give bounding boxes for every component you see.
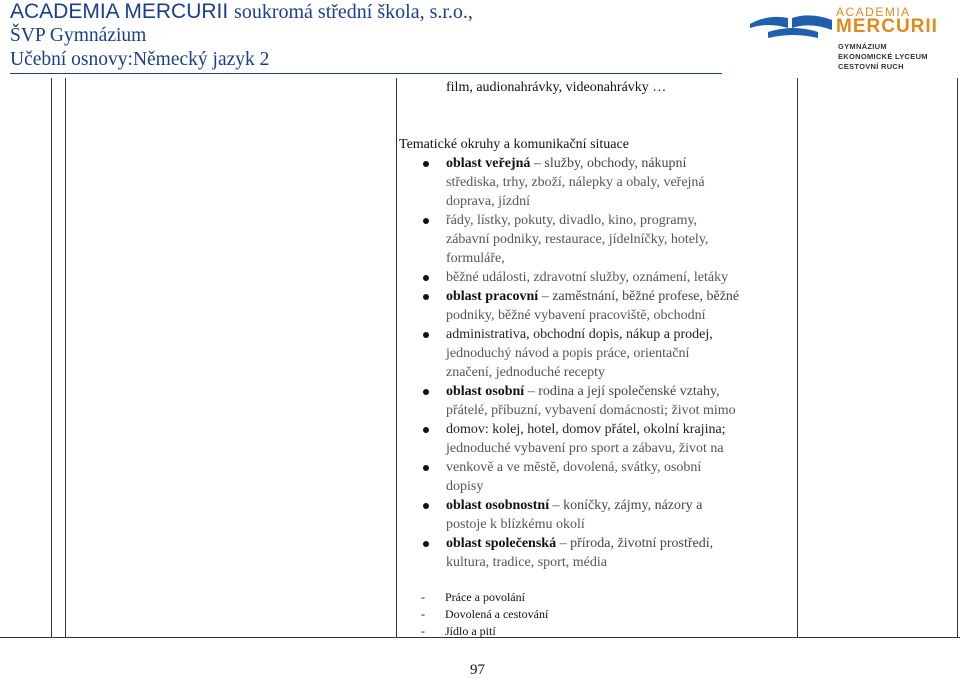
logo-cestovni-ruch: CESTOVNÍ RUCH (838, 62, 904, 71)
topic-line-text: doprava, jízdní (446, 194, 530, 209)
topic-line-text: – rodina a její společenské vztahy, (524, 384, 720, 399)
topic-line-text: administrativa, obchodní dopis, nákup a prodej, (446, 327, 713, 342)
header-academia: ACADEMIA MERCURII (10, 0, 229, 23)
topic-line (446, 402, 736, 420)
topic-line-text: – koníčky, zájmy, názory a (549, 498, 703, 513)
topic-line (446, 516, 585, 534)
topic-area-name: oblast pracovní (446, 289, 539, 304)
topic-line (446, 326, 713, 344)
topic-line-text: formuláře, (446, 251, 505, 266)
topic-line (446, 288, 739, 306)
topic-line-text: dopisy (446, 479, 484, 494)
table-col-border (396, 78, 397, 638)
header-subject: Učební osnovy:Německý jazyk 2 (10, 49, 270, 70)
topic-line-text: jednoduchý návod a popis práce, orientační (446, 346, 690, 361)
dash-marker: - (421, 607, 425, 621)
topic-line (446, 554, 607, 572)
dash-item-text: Práce a povolání (445, 590, 525, 604)
table-col-border (957, 78, 958, 638)
page-header (0, 0, 960, 78)
bullet-icon (423, 427, 429, 433)
topic-line-text: jednoduché vybavení pro sport a zábavu, život na (446, 441, 724, 456)
topic-line (446, 459, 701, 477)
bullet-icon (423, 294, 429, 300)
topic-line-text: běžné události, zdravotní služby, oznámení, letáky (446, 270, 729, 285)
topic-line-text: řády, lístky, pokuty, divadlo, kino, programy, (446, 213, 698, 228)
logo-lyceum: EKONOMICKÉ LYCEUM (838, 52, 928, 61)
topic-line-text: – služby, obchody, nákupní (530, 156, 687, 171)
topic-line (446, 231, 708, 249)
logo-gymnazium: GYMNÁZIUM (838, 42, 887, 51)
topic-line (446, 421, 726, 439)
topic-line-text: – zaměstnání, běžné profese, běžné (538, 289, 740, 304)
dash-item-text: Jídlo a pití (445, 624, 496, 638)
dash-list-item (421, 624, 496, 639)
topic-line (446, 193, 530, 211)
bullet-icon (423, 161, 429, 167)
topic-line (446, 174, 705, 192)
header-text (10, 0, 473, 72)
topic-line-text: – příroda, životní prostředí, (556, 536, 714, 551)
page-number: 97 (470, 662, 485, 678)
topic-line-text: podniky, běžné vybavení pracoviště, obchodní (446, 308, 706, 323)
topic-area-name: oblast osobnostní (446, 498, 550, 513)
topic-line-text: postoje k blízkému okolí (446, 517, 585, 532)
header-underline (10, 73, 722, 74)
topic-line-text: přátelé, příbuzní, vybavení domácnosti; život mimo (446, 403, 736, 418)
materials-line: film, audionahrávky, videonahrávky … (446, 80, 667, 95)
header-program: ŠVP Gymnázium (10, 25, 147, 46)
topic-line (446, 269, 728, 287)
dash-list-item (421, 590, 525, 605)
dash-item-text: Dovolená a cestování (445, 607, 549, 621)
topic-line (446, 535, 713, 553)
bullet-icon (423, 275, 429, 281)
topic-line (446, 497, 702, 515)
bullet-icon (423, 503, 429, 509)
bullet-icon (423, 332, 429, 338)
topic-line (446, 440, 724, 458)
school-logo (748, 2, 958, 74)
topic-line-text: zábavní podniky, restaurace, jídelníčky, hotely, (446, 232, 709, 247)
logo-mercurii: MERCURII (836, 16, 938, 37)
topic-line (446, 212, 697, 230)
topic-area-name: oblast veřejná (446, 156, 531, 171)
topic-line (446, 307, 706, 325)
topic-line-text: značení, jednoduché recepty (446, 365, 605, 380)
bullet-icon (423, 389, 429, 395)
logo-academia: ACADEMIA (836, 5, 911, 19)
dash-marker: - (421, 624, 425, 638)
table-col-border (65, 78, 66, 638)
bullet-icon (423, 218, 429, 224)
topic-line (446, 155, 686, 173)
header-school-name (10, 0, 473, 24)
topic-line-text: kultura, tradice, sport, média (446, 555, 607, 570)
topic-area-name: oblast společenská (446, 536, 557, 551)
topic-line (446, 383, 720, 401)
table-col-border (51, 78, 52, 638)
dash-list-item (421, 607, 548, 622)
topic-line (446, 364, 605, 382)
bullet-icon (423, 541, 429, 547)
topic-area-name: oblast osobní (446, 384, 525, 399)
topic-line (446, 250, 505, 268)
topic-line-text: domov: kolej, hotel, domov přátel, okolní krajina; (446, 422, 726, 437)
bullet-icon (423, 465, 429, 471)
topics-heading: Tematické okruhy a komunikační situace (399, 137, 629, 152)
logo-wing-icon (748, 6, 838, 46)
topic-line (446, 478, 483, 496)
topic-line-text: střediska, trhy, zboží, nálepky a obaly, veřejná (446, 175, 705, 190)
header-school-type: soukromá střední škola, s.r.o., (234, 1, 473, 23)
topic-line-text: venkově a ve městě, dovolená, svátky, osobní (446, 460, 702, 475)
topic-line (446, 345, 689, 363)
dash-marker: - (421, 590, 425, 604)
table-col-border (797, 78, 798, 638)
